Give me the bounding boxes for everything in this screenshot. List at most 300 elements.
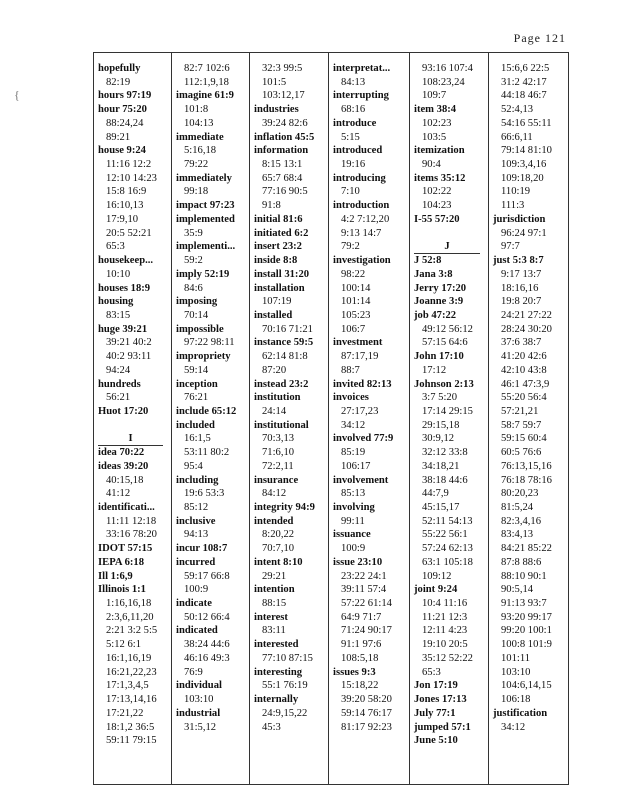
page-refs: 110:19 xyxy=(501,186,531,198)
index-term: imply 52:19 xyxy=(176,268,230,280)
index-term: hours 97:19 xyxy=(98,90,152,102)
index-term: introduced xyxy=(333,145,383,157)
page-refs: 71:24 90:17 xyxy=(341,625,392,637)
page-refs: 44:7,9 xyxy=(422,488,449,500)
index-term: ideas 39:20 xyxy=(98,460,149,472)
page-refs: 31:5,12 xyxy=(184,721,217,733)
page-refs: 5:15 xyxy=(341,131,360,143)
page-refs: 30:9,12 xyxy=(422,433,455,445)
page-refs: 109:3,4,16 xyxy=(501,159,547,171)
page-refs: 24:9,15,22 xyxy=(262,707,308,719)
page-refs: 45:15,17 xyxy=(422,502,460,513)
index-term: investigation xyxy=(333,255,391,267)
page-refs: 100:9 xyxy=(341,543,366,555)
page-refs: 103:12,17 xyxy=(262,90,305,102)
page-refs: 93:20 99:17 xyxy=(501,611,552,623)
page-refs: 34:12 xyxy=(341,419,366,431)
page-refs: 58:7 59:7 xyxy=(501,419,542,431)
page-refs: 41:20 42:6 xyxy=(501,351,547,363)
index-term: include 65:12 xyxy=(176,405,237,417)
index-term: I-55 57:20 xyxy=(414,213,460,225)
page-refs: 70:16 71:21 xyxy=(262,323,313,335)
page-refs: 35:12 52:22 xyxy=(422,652,473,664)
index-column-2 xyxy=(172,53,250,784)
index-term: hundreds xyxy=(98,378,141,390)
page-refs: 62:14 81:8 xyxy=(262,351,308,363)
index-term: implemented xyxy=(176,213,235,225)
page-refs: 108:5,18 xyxy=(341,652,379,664)
index-term: Joanne 3:9 xyxy=(414,296,464,308)
index-term: inside 8:8 xyxy=(254,255,298,267)
page-refs: 57:24 62:13 xyxy=(422,543,473,555)
index-term: Jerry 17:20 xyxy=(414,282,467,294)
page-refs: 68:16 xyxy=(341,104,366,116)
page-refs: 34:18,21 xyxy=(422,460,460,472)
page-refs: 85:13 xyxy=(341,488,366,500)
page-refs: 34:12 xyxy=(501,721,526,733)
page-refs: 84:6 xyxy=(184,282,203,294)
page-refs: 88:10 90:1 xyxy=(501,570,547,582)
page-refs: 29:15,18 xyxy=(422,419,460,431)
page-refs: 59:14 76:17 xyxy=(341,707,392,719)
page-refs: 4:2 7:12,20 xyxy=(341,213,390,225)
index-term: Jon 17:19 xyxy=(414,680,458,692)
blank-line xyxy=(414,227,488,241)
index-term: indicated xyxy=(176,625,218,637)
index-term: interest xyxy=(254,611,288,623)
index-term: impact 97:23 xyxy=(176,200,235,212)
page-refs: 27:17,23 xyxy=(341,405,379,417)
page-refs: 87:17,19 xyxy=(341,351,379,363)
page-refs: 71:6,10 xyxy=(262,447,295,459)
page-refs: 16:1,5 xyxy=(184,433,211,445)
page-number: Page 121 xyxy=(513,31,566,45)
page-refs: 111:3 xyxy=(501,200,525,212)
page-refs: 104:13 xyxy=(184,117,214,129)
page-refs: 38:24 44:6 xyxy=(184,639,230,651)
index-term: John 17:10 xyxy=(414,351,464,363)
page-refs: 101:14 xyxy=(341,296,371,308)
page-refs: 81:5,24 xyxy=(501,502,534,513)
page-refs: 77:10 87:15 xyxy=(262,652,313,664)
page-refs: 89:21 xyxy=(106,131,131,143)
page-refs: 112:1,9,18 xyxy=(184,76,229,88)
page-refs: 55:1 76:19 xyxy=(262,680,308,692)
page-refs: 83:4,13 xyxy=(501,529,534,541)
page-refs: 37:6 38:7 xyxy=(501,337,542,349)
page-refs: 11:16 12:2 xyxy=(106,159,152,171)
index-term: inclusive xyxy=(176,515,216,527)
index-term: hopefully xyxy=(98,63,141,74)
page-refs: 95:4 xyxy=(184,460,203,472)
index-term: integrity 94:9 xyxy=(254,502,315,513)
page-refs: 17:21,22 xyxy=(106,707,144,719)
page-refs: 40:15,18 xyxy=(106,474,144,486)
index-term: just 5:3 8:7 xyxy=(493,255,544,267)
index-term: installation xyxy=(254,282,305,294)
page-refs: 90:4 xyxy=(422,159,441,171)
page-refs: 82:19 xyxy=(106,76,131,88)
page-refs: 24:14 xyxy=(262,405,287,417)
index-term: hour 75:20 xyxy=(98,104,147,116)
letter-heading: I xyxy=(98,432,163,446)
page-refs: 12:11 4:23 xyxy=(422,625,468,637)
page-refs: 35:9 xyxy=(184,227,203,239)
index-term: introducing xyxy=(333,172,386,184)
index-term: houses 18:9 xyxy=(98,282,151,294)
page-refs: 103:5 xyxy=(422,131,447,143)
page-refs: 106:7 xyxy=(341,323,366,335)
page-refs: 94:13 xyxy=(184,529,209,541)
index-term: initiated 6:2 xyxy=(254,227,309,239)
page-refs: 9:13 14:7 xyxy=(341,227,382,239)
index-term: invited 82:13 xyxy=(333,378,392,390)
page-refs: 91:1 97:6 xyxy=(341,639,382,651)
page-refs: 2:3,6,11,20 xyxy=(106,611,154,623)
page-refs: 55:20 56:4 xyxy=(501,392,547,404)
page-refs: 72:2,11 xyxy=(262,460,294,472)
page-refs: 98:22 xyxy=(341,268,366,280)
page-refs: 59:2 xyxy=(184,255,203,267)
page-refs: 55:22 56:1 xyxy=(422,529,468,541)
page-refs: 70:7,10 xyxy=(262,543,295,555)
page-refs: 32:3 99:5 xyxy=(262,63,303,74)
index-term: item 38:4 xyxy=(414,104,457,116)
page-refs: 8:20,22 xyxy=(262,529,295,541)
page-refs: 7:10 xyxy=(341,186,360,198)
index-term: imagine 61:9 xyxy=(176,90,234,102)
index-term: items 35:12 xyxy=(414,172,466,184)
page-refs: 56:21 xyxy=(106,392,131,404)
page-refs: 76:21 xyxy=(184,392,209,404)
page-refs: 39:21 40:2 xyxy=(106,337,152,349)
index-term: justification xyxy=(493,707,548,719)
index-term: institution xyxy=(254,392,301,404)
index-term: insert 23:2 xyxy=(254,241,302,253)
index-term: involved 77:9 xyxy=(333,433,394,445)
page-refs: 100:8 101:9 xyxy=(501,639,552,651)
page-refs: 90:5,14 xyxy=(501,584,534,596)
page-refs: 102:23 xyxy=(422,117,452,129)
page-refs: 39:11 57:4 xyxy=(341,584,387,596)
page-refs: 23:22 24:1 xyxy=(341,570,387,582)
page-refs: 99:20 100:1 xyxy=(501,625,552,637)
page-refs: 79:22 xyxy=(184,159,209,171)
page-refs: 81:17 92:23 xyxy=(341,721,392,733)
index-term: J 52:8 xyxy=(414,255,442,267)
page-refs: 18:16,16 xyxy=(501,282,539,294)
page-refs: 38:18 44:6 xyxy=(422,474,468,486)
page-refs: 83:15 xyxy=(106,309,131,321)
page-refs: 76:18 78:16 xyxy=(501,474,552,486)
page-refs: 44:18 46:7 xyxy=(501,90,547,102)
page-refs: 57:15 64:6 xyxy=(422,337,468,349)
page-refs: 99:11 xyxy=(341,515,365,527)
index-term: Jana 3:8 xyxy=(414,268,453,280)
index-term: IEPA 6:18 xyxy=(98,556,145,568)
index-column-3 xyxy=(250,53,329,784)
page-refs: 106:18 xyxy=(501,694,531,706)
page-refs: 8:15 13:1 xyxy=(262,159,303,171)
page-refs: 101:11 xyxy=(501,652,531,664)
index-term: housekeep... xyxy=(98,255,154,267)
index-term: implementi... xyxy=(176,241,236,253)
index-term: involving xyxy=(333,502,375,513)
page-refs: 15:8 16:9 xyxy=(106,186,147,198)
index-term: invoices xyxy=(333,392,369,404)
index-term: imposing xyxy=(176,296,218,308)
page-refs: 79:2 xyxy=(341,241,360,253)
page-refs: 31:2 42:17 xyxy=(501,76,547,88)
page-refs: 17:9,10 xyxy=(106,213,139,225)
page-refs: 20:5 52:21 xyxy=(106,227,152,239)
page-refs: 99:18 xyxy=(184,186,209,198)
index-term: instance 59:5 xyxy=(254,337,314,349)
page-refs: 107:19 xyxy=(262,296,292,308)
index-term: interpretat... xyxy=(333,63,391,74)
index-term: introduction xyxy=(333,200,390,212)
page-refs: 84:12 xyxy=(262,488,287,500)
page-refs: 104:23 xyxy=(422,200,452,212)
page-refs: 60:5 76:6 xyxy=(501,447,542,459)
page-refs: 3:7 5:20 xyxy=(422,392,458,404)
index-term: issue 23:10 xyxy=(333,556,383,568)
page-refs: 104:6,14,15 xyxy=(501,680,552,692)
page-refs: 63:1 105:18 xyxy=(422,556,473,568)
index-term: immediately xyxy=(176,172,232,184)
page-refs: 2:21 3:2 5:5 xyxy=(106,625,158,637)
page-refs: 88:24,24 xyxy=(106,117,144,129)
page-refs: 103:10 xyxy=(184,694,214,706)
page-refs: 40:2 93:11 xyxy=(106,351,152,363)
page-refs: 65:3 xyxy=(106,241,125,253)
index-table xyxy=(93,52,569,785)
page-refs: 18:1,2 36:5 xyxy=(106,721,155,733)
index-term: joint 9:24 xyxy=(414,584,458,596)
index-term: issues 9:3 xyxy=(333,666,376,678)
index-term: huge 39:21 xyxy=(98,323,148,335)
page-refs: 39:24 82:6 xyxy=(262,117,308,129)
page-refs: 19:6 53:3 xyxy=(184,488,225,500)
page-refs: 15:6,6 22:5 xyxy=(501,63,550,74)
page-refs: 91:13 93:7 xyxy=(501,598,547,610)
page-refs: 103:10 xyxy=(501,666,531,678)
index-term: inception xyxy=(176,378,218,390)
page-refs: 57:21,21 xyxy=(501,405,539,417)
margin-mark: { xyxy=(14,88,20,102)
index-term: including xyxy=(176,474,219,486)
page-refs: 109:12 xyxy=(422,570,452,582)
page-refs: 16:1,16,19 xyxy=(106,652,152,664)
page-refs: 83:11 xyxy=(262,625,286,637)
index-term: identificati... xyxy=(98,502,155,513)
index-term: information xyxy=(254,145,309,157)
index-term: Ill 1:6,9 xyxy=(98,570,133,582)
index-term: incur 108:7 xyxy=(176,543,228,555)
index-term: institutional xyxy=(254,419,309,431)
index-term: interested xyxy=(254,639,299,651)
page-refs: 108:23,24 xyxy=(422,76,465,88)
page-refs: 82:7 102:6 xyxy=(184,63,230,74)
page-refs: 97:7 xyxy=(501,241,520,253)
page-refs: 42:10 43:8 xyxy=(501,364,547,376)
page-refs: 53:11 80:2 xyxy=(184,447,230,459)
index-term: July 77:1 xyxy=(414,707,456,719)
page-refs: 41:12 xyxy=(106,488,131,500)
page-refs: 109:7 xyxy=(422,90,447,102)
index-term: interesting xyxy=(254,666,303,678)
page-refs: 59:15 60:4 xyxy=(501,433,547,445)
page-refs: 84:21 85:22 xyxy=(501,543,552,555)
index-term: indicate xyxy=(176,598,212,610)
page-refs: 84:13 xyxy=(341,76,366,88)
index-column-1 xyxy=(94,53,172,784)
index-term: industrial xyxy=(176,707,221,719)
index-term: impropriety xyxy=(176,351,231,363)
blank-line xyxy=(98,419,171,433)
page-refs: 45:3 xyxy=(262,721,281,733)
page-refs: 105:23 xyxy=(341,309,371,321)
index-term: Huot 17:20 xyxy=(98,405,149,417)
page-refs: 93:16 107:4 xyxy=(422,63,473,74)
index-term: instead 23:2 xyxy=(254,378,309,390)
index-term: individual xyxy=(176,680,222,692)
page-refs: 39:20 58:20 xyxy=(341,694,392,706)
page-refs: 33:16 78:20 xyxy=(106,529,157,541)
page-refs: 32:12 33:8 xyxy=(422,447,468,459)
index-term: interrupting xyxy=(333,90,389,102)
index-term: IDOT 57:15 xyxy=(98,543,153,555)
page-refs: 57:22 61:14 xyxy=(341,598,392,610)
page-refs: 52:4,13 xyxy=(501,104,534,116)
index-column-6 xyxy=(489,53,569,784)
index-term: immediate xyxy=(176,131,224,143)
page-refs: 79:14 81:10 xyxy=(501,145,552,157)
index-term: insurance xyxy=(254,474,299,486)
page-refs: 97:22 98:11 xyxy=(184,337,235,349)
index-term: Illinois 1:1 xyxy=(98,584,146,596)
page-refs: 88:15 xyxy=(262,598,287,610)
page-refs: 101:5 xyxy=(262,76,287,88)
page-refs: 59:11 79:15 xyxy=(106,735,157,747)
index-term: involvement xyxy=(333,474,389,486)
page-refs: 85:19 xyxy=(341,447,366,459)
page-refs: 17:13,14,16 xyxy=(106,694,157,706)
page-refs: 12:10 14:23 xyxy=(106,172,157,184)
index-term: idea 70:22 xyxy=(98,447,145,459)
page-refs: 50:12 66:4 xyxy=(184,611,230,623)
index-term: installed xyxy=(254,309,293,321)
page-refs: 70:3,13 xyxy=(262,433,295,445)
page-refs: 5:12 6:1 xyxy=(106,639,142,651)
page-refs: 11:11 12:18 xyxy=(106,515,157,527)
index-term: intent 8:10 xyxy=(254,556,303,568)
page-refs: 101:8 xyxy=(184,104,209,116)
index-term: jurisdiction xyxy=(493,213,546,225)
index-term: internally xyxy=(254,694,299,706)
page-refs: 9:17 13:7 xyxy=(501,268,542,280)
page-refs: 80:20,23 xyxy=(501,488,539,500)
index-term: housing xyxy=(98,296,134,308)
index-term: incurred xyxy=(176,556,216,568)
page-refs: 85:12 xyxy=(184,502,209,513)
index-term: intention xyxy=(254,584,295,596)
page-refs: 91:8 xyxy=(262,200,281,212)
page-refs: 17:14 29:15 xyxy=(422,405,473,417)
page-refs: 10:4 11:16 xyxy=(422,598,468,610)
page-refs: 65:3 xyxy=(422,666,441,678)
index-term: intended xyxy=(254,515,294,527)
page-refs: 10:10 xyxy=(106,268,131,280)
index-column-5 xyxy=(410,53,489,784)
page-refs: 70:14 xyxy=(184,309,209,321)
index-term: June 5:10 xyxy=(414,735,458,747)
page-refs: 77:16 90:5 xyxy=(262,186,308,198)
index-term: initial 81:6 xyxy=(254,213,303,225)
page-refs: 16:10,13 xyxy=(106,200,144,212)
page-refs: 100:14 xyxy=(341,282,371,294)
page-refs: 87:8 88:6 xyxy=(501,556,542,568)
page-refs: 46:16 49:3 xyxy=(184,652,230,664)
index-term: investment xyxy=(333,337,383,349)
index-term: issuance xyxy=(333,529,371,541)
page-refs: 17:1,3,4,5 xyxy=(106,680,149,692)
page-refs: 59:14 xyxy=(184,364,209,376)
page-refs: 100:9 xyxy=(184,584,209,596)
page-refs: 82:3,4,16 xyxy=(501,515,542,527)
index-column-4 xyxy=(329,53,410,784)
page-refs: 106:17 xyxy=(341,460,371,472)
page-refs: 88:7 xyxy=(341,364,360,376)
page-refs: 19:8 20:7 xyxy=(501,296,542,308)
page-refs: 16:21,22,23 xyxy=(106,666,157,678)
page-refs: 19:10 20:5 xyxy=(422,639,468,651)
page-refs: 102:22 xyxy=(422,186,452,198)
page-refs: 65:7 68:4 xyxy=(262,172,303,184)
index-term: job 47:22 xyxy=(414,309,457,321)
page-refs: 94:24 xyxy=(106,364,131,376)
page-refs: 17:12 xyxy=(422,364,447,376)
index-term: included xyxy=(176,419,215,431)
index-term: itemization xyxy=(414,145,465,157)
page-refs: 76:13,15,16 xyxy=(501,460,552,472)
page-refs: 15:18,22 xyxy=(341,680,379,692)
index-term: jumped 57:1 xyxy=(414,721,471,733)
page-refs: 1:16,16,18 xyxy=(106,598,152,610)
page-refs: 76:9 xyxy=(184,666,203,678)
page-refs: 19:16 xyxy=(341,159,366,171)
page-refs: 29:21 xyxy=(262,570,287,582)
letter-heading: J xyxy=(414,240,480,254)
page-refs: 59:17 66:8 xyxy=(184,570,230,582)
page-refs: 54:16 55:11 xyxy=(501,117,552,129)
page-refs: 11:21 12:3 xyxy=(422,611,468,623)
index-term: industries xyxy=(254,104,299,116)
page-refs: 28:24 30:20 xyxy=(501,323,552,335)
index-term: inflation 45:5 xyxy=(254,131,315,143)
index-term: Jones 17:13 xyxy=(414,694,467,706)
page-refs: 87:20 xyxy=(262,364,287,376)
page-refs: 46:1 47:3,9 xyxy=(501,378,550,390)
index-term: install 31:20 xyxy=(254,268,310,280)
index-term: Johnson 2:13 xyxy=(414,378,474,390)
page-refs: 64:9 71:7 xyxy=(341,611,382,623)
page-refs: 109:18,20 xyxy=(501,172,544,184)
index-term: impossible xyxy=(176,323,224,335)
index-term: house 9:24 xyxy=(98,145,146,157)
page-refs: 52:11 54:13 xyxy=(422,515,473,527)
page-refs: 49:12 56:12 xyxy=(422,323,473,335)
